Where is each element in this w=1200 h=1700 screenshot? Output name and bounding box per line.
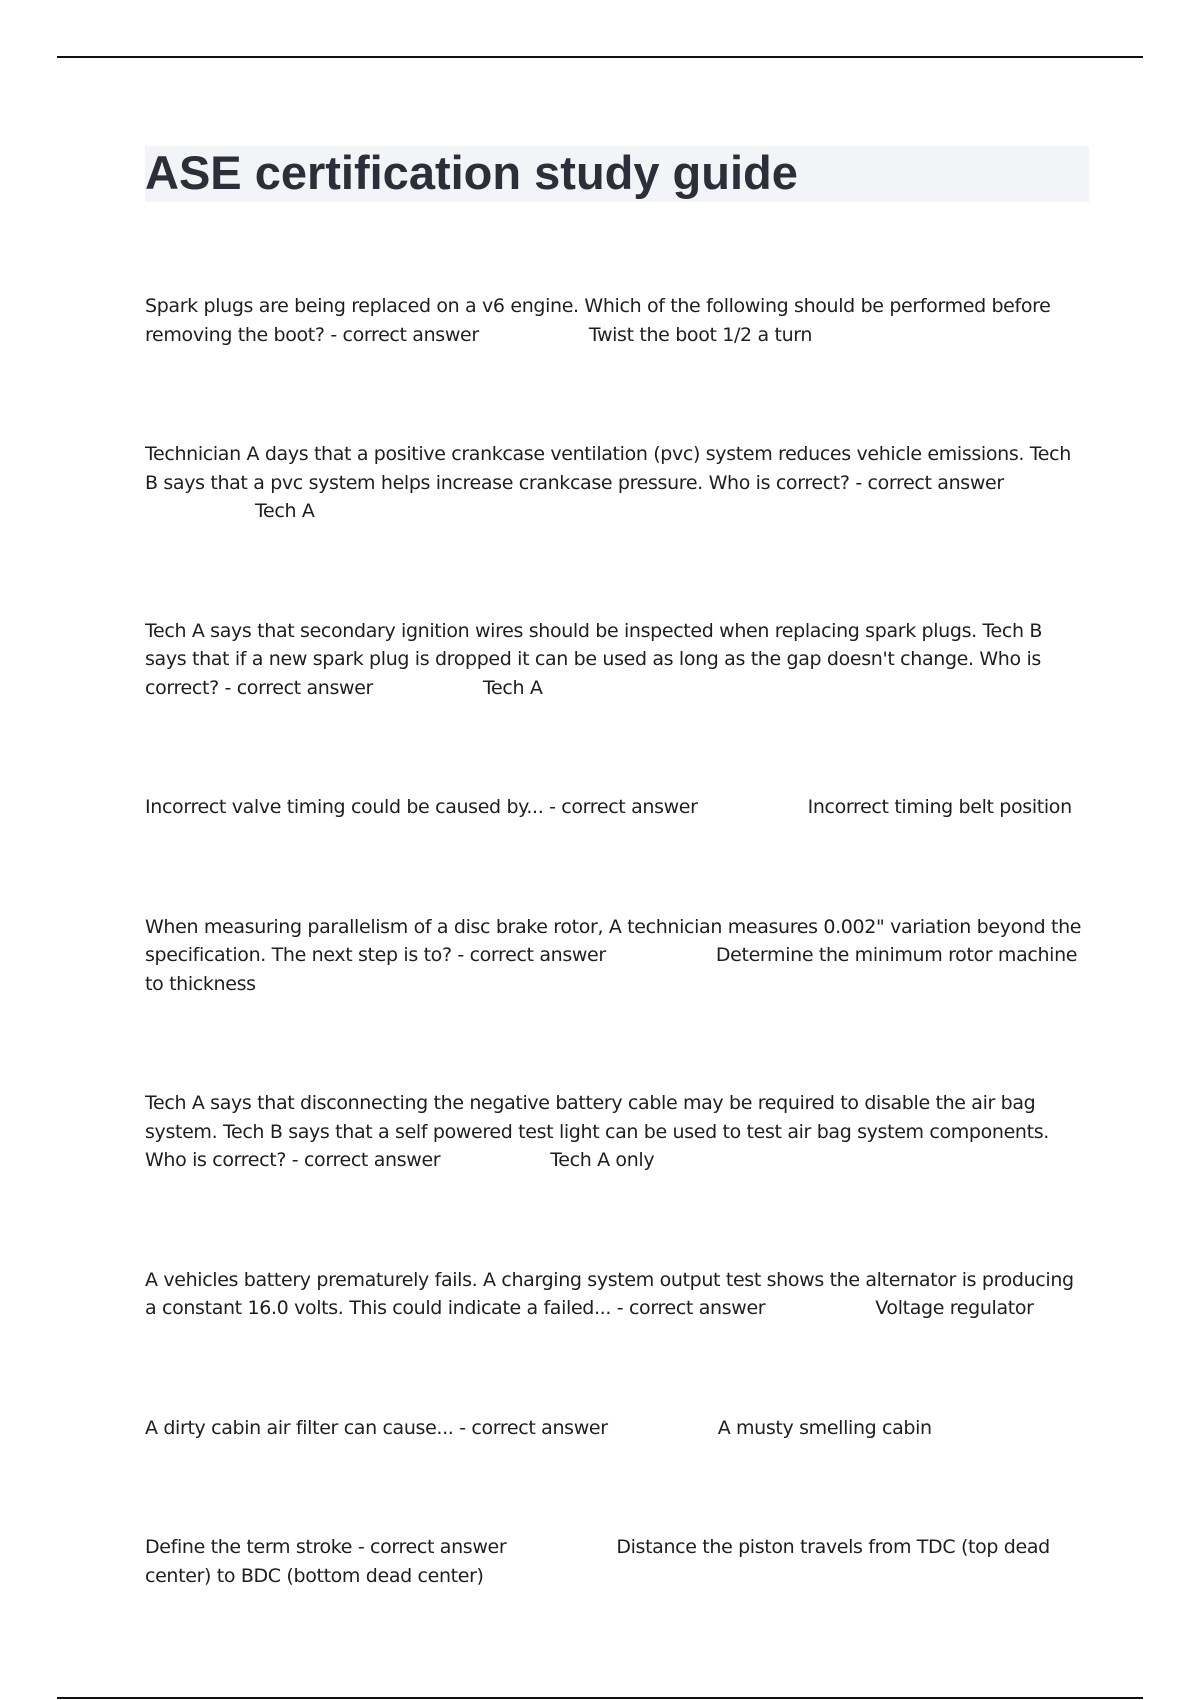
qa-question: A dirty cabin air filter can cause... - correct answer xyxy=(145,1416,608,1439)
qa-item-3 xyxy=(145,617,1085,703)
qa-answer: Determine the minimum rotor machine to thickness xyxy=(145,944,1078,995)
qa-answer: Distance the piston travels from TDC (top dead center) to BDC (bottom dead center) xyxy=(145,1536,1050,1587)
qa-question: Spark plugs are being replaced on a v6 engine. Which of the following should be performed before removing the boot? - correct answer xyxy=(145,295,1051,346)
qa-answer: A musty smelling cabin xyxy=(717,1416,932,1439)
qa-item-2 xyxy=(145,440,1085,526)
qa-question: When measuring parallelism of a disc brake rotor, A technician measures 0.002" variation beyond the specification. The next step is to? - correct answer xyxy=(145,915,1082,966)
bottom-rule xyxy=(57,1697,1143,1699)
qa-question: Technician A days that a positive crankcase ventilation (pvc) system reduces vehicle emissions. Tech B says that a pvc system helps increase crankcase pressure. Who is correct? - correct answer xyxy=(145,443,1071,494)
qa-question: Tech A says that secondary ignition wires should be inspected when replacing spark plugs. Tech B says that if a new spark plug is dropped it can be used as long as the gap doesn't change. Who is correct? - correct answer xyxy=(145,619,1043,699)
qa-question: A vehicles battery prematurely fails. A charging system output test shows the alternator is producing a constant 16.0 volts. This could indicate a failed... - correct answer xyxy=(145,1268,1074,1319)
qa-question: Tech A says that disconnecting the negative battery cable may be required to disable the air bag system. Tech B says that a self powered test light can be used to test air bag system components. Who is correct? - correct answer xyxy=(145,1092,1049,1171)
qa-answer: Incorrect timing belt position xyxy=(807,796,1072,818)
page-title: ASE certification study guide xyxy=(145,146,798,199)
top-rule xyxy=(57,56,1143,58)
qa-item-4 xyxy=(145,793,1085,822)
qa-answer: Twist the boot 1/2 a turn xyxy=(588,323,813,346)
qa-answer: Tech A xyxy=(483,676,543,699)
qa-answer: Tech A xyxy=(255,500,315,522)
qa-item-9 xyxy=(145,1533,1085,1590)
qa-item-6 xyxy=(145,1089,1085,1175)
qa-list xyxy=(145,292,1085,1681)
qa-question: Define the term stroke - correct answer xyxy=(145,1536,507,1558)
qa-answer: Voltage regulator xyxy=(875,1297,1034,1319)
qa-answer: Tech A only xyxy=(550,1149,655,1171)
qa-question: Incorrect valve timing could be caused by... - correct answer xyxy=(145,796,698,818)
qa-item-5 xyxy=(145,913,1085,999)
qa-item-7 xyxy=(145,1266,1085,1323)
qa-item-1 xyxy=(145,292,1085,349)
qa-item-8 xyxy=(145,1414,1085,1443)
